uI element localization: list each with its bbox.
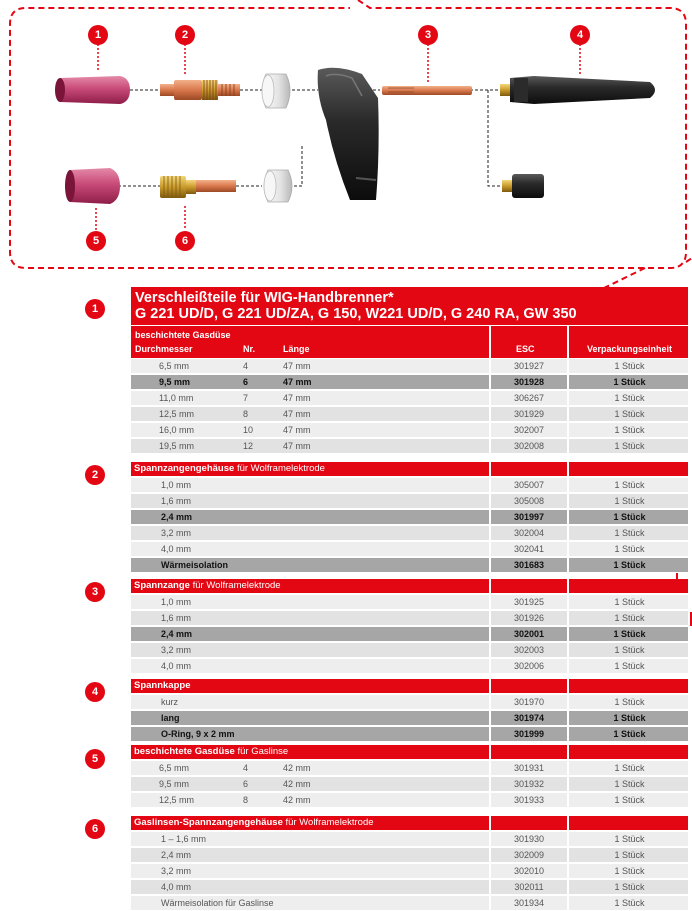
table-row [131, 848, 688, 863]
cell-esc: 302041 [513, 544, 545, 554]
table-row [131, 711, 688, 726]
cell-pack: 1 Stück [613, 629, 646, 639]
cell-esc: 301925 [513, 597, 545, 607]
cell-pack: 1 Stück [613, 713, 646, 723]
collet-part [382, 86, 472, 95]
table-row [131, 558, 688, 573]
gas-nozzle-part [55, 76, 130, 104]
section-badge-2: 2 [85, 465, 105, 485]
callout-badge-4: 4 [570, 25, 590, 45]
cell-esc: 301926 [513, 613, 545, 623]
section-header [131, 745, 688, 759]
cell-nr: 7 [243, 393, 249, 403]
cell-pack: 1 Stück [614, 645, 645, 655]
section-badge-5: 5 [85, 749, 105, 769]
cell-description: 2,4 mm [161, 629, 193, 639]
table-row [131, 659, 688, 674]
cell-pack: 1 Stück [614, 850, 645, 860]
cell-pack: 1 Stück [614, 597, 645, 607]
header-pack: Verpackungseinheit [586, 344, 673, 354]
section-badge-4: 4 [85, 682, 105, 702]
cell-pack: 1 Stück [613, 560, 646, 570]
cell-pack: 1 Stück [614, 544, 645, 554]
table-row [131, 793, 688, 808]
table-row [131, 864, 688, 879]
cell-length: 47 mm [283, 425, 311, 435]
section-header [131, 816, 688, 830]
section-label-rest: für Gaslinse [234, 746, 289, 757]
section-label-bold: Spannzangengehäuse [134, 463, 235, 474]
cell-nr: 8 [243, 409, 249, 419]
cell-diameter: 19,5 mm [159, 441, 195, 451]
cell-pack: 1 Stück [614, 528, 645, 538]
cell-pack: 1 Stück [614, 898, 645, 908]
cell-description: kurz [161, 697, 179, 707]
cell-description: lang [161, 713, 180, 723]
cell-pack: 1 Stück [614, 613, 645, 623]
table-row [131, 423, 688, 438]
cell-esc: 301999 [513, 729, 545, 739]
cell-nr: 6 [243, 779, 249, 789]
table-header [131, 326, 688, 358]
cell-esc: 305008 [513, 496, 545, 506]
callout-badge-1: 1 [88, 25, 108, 45]
cell-esc: 301930 [513, 834, 545, 844]
cell-diameter: 6,5 mm [159, 763, 190, 773]
cell-nr: 4 [243, 361, 249, 371]
cell-esc: 302010 [513, 866, 545, 876]
cell-description: 1,6 mm [161, 496, 192, 506]
cell-esc: 306267 [513, 393, 545, 403]
cell-nr: 4 [243, 763, 249, 773]
table-row [131, 880, 688, 895]
cell-esc: 301934 [513, 898, 545, 908]
cell-esc: 302001 [513, 629, 545, 639]
section-badge-3: 3 [85, 582, 105, 602]
table-row [131, 526, 688, 541]
cell-esc: 301932 [513, 779, 545, 789]
section-label-rest: für Wolframelektrode [189, 580, 281, 591]
section-label-rest: für Wolframelektrode [282, 817, 374, 828]
cell-diameter: 9,5 mm [159, 377, 191, 387]
cell-description: Wärmeisolation [161, 560, 229, 570]
cell-length: 42 mm [283, 763, 311, 773]
cell-diameter: 16,0 mm [159, 425, 195, 435]
table-title [131, 287, 688, 325]
cell-nr: 12 [243, 441, 254, 451]
header-group: beschichtete Gasdüse [135, 330, 231, 340]
cell-esc: 301974 [513, 713, 545, 723]
cell-pack: 1 Stück [614, 882, 645, 892]
cell-esc: 302009 [513, 850, 545, 860]
header-esc: ESC [516, 344, 535, 354]
cell-description: 2,4 mm [161, 512, 193, 522]
cell-pack: 1 Stück [614, 763, 645, 773]
header-nr: Nr. [243, 344, 256, 354]
cell-esc: 302008 [513, 441, 545, 451]
cell-length: 47 mm [283, 361, 311, 371]
gas-lens-nozzle-part [65, 168, 120, 204]
cell-esc: 301970 [513, 697, 545, 707]
table-row [131, 359, 688, 374]
cell-esc: 301997 [513, 512, 545, 522]
table-row [131, 896, 688, 911]
cell-diameter: 6,5 mm [159, 361, 190, 371]
callout-badge-3: 3 [418, 25, 438, 45]
section-label-rest: für Wolframelektrode [234, 463, 325, 474]
cell-esc: 301927 [513, 361, 545, 371]
cell-esc: 301683 [513, 560, 545, 570]
section-badge-6: 6 [85, 819, 105, 839]
cell-length: 47 mm [283, 441, 311, 451]
cell-esc: 301929 [513, 409, 545, 419]
section-header [131, 462, 688, 476]
header-length: Länge [283, 344, 310, 354]
header-diameter: Durchmesser [135, 344, 193, 354]
cell-description: 1,6 mm [161, 613, 192, 623]
table-row [131, 510, 688, 525]
table-row [131, 391, 688, 406]
table-row [131, 478, 688, 493]
cell-length: 47 mm [283, 377, 312, 387]
title-line-2: G 221 UD/D, G 221 UD/ZA, G 150, W221 UD/D, G 240 RA, GW 350 [135, 306, 577, 322]
gas-lens-body-part [160, 176, 236, 198]
cell-description: 1,0 mm [161, 597, 192, 607]
cell-description: 1,0 mm [161, 480, 192, 490]
back-cap-short-part [502, 174, 544, 198]
callout-badge-2: 2 [175, 25, 195, 45]
collet-body-part [160, 80, 240, 100]
table-row [131, 761, 688, 776]
table-row [131, 777, 688, 792]
table-row [131, 695, 688, 710]
cell-length: 42 mm [283, 795, 311, 805]
cell-pack: 1 Stück [614, 834, 645, 844]
cell-pack: 1 Stück [614, 361, 645, 371]
gas-lens-insulator-part [264, 170, 292, 202]
cell-pack: 1 Stück [613, 377, 646, 387]
cell-pack: 1 Stück [614, 866, 645, 876]
table-row [131, 832, 688, 847]
torch-head-part [318, 68, 379, 200]
cell-description: 3,2 mm [161, 866, 192, 876]
cell-esc: 302006 [513, 661, 545, 671]
cell-description: 4,0 mm [161, 661, 192, 671]
callout-badge-6: 6 [175, 231, 195, 251]
cell-description: 1 – 1,6 mm [161, 834, 207, 844]
cell-description: O-Ring, 9 x 2 mm [161, 729, 235, 739]
cell-pack: 1 Stück [614, 409, 645, 419]
cell-length: 47 mm [283, 393, 311, 403]
cell-description: Wärmeisolation für Gaslinse [161, 898, 274, 908]
cell-pack: 1 Stück [614, 480, 645, 490]
cell-pack: 1 Stück [614, 795, 645, 805]
section-header [131, 579, 688, 593]
title-line-1: Verschleißteile für WIG-Handbrenner* [135, 290, 394, 306]
cell-nr: 10 [243, 425, 254, 435]
cell-length: 42 mm [283, 779, 311, 789]
insulator-part [262, 74, 290, 108]
cell-pack: 1 Stück [614, 441, 645, 451]
cell-diameter: 12,5 mm [159, 409, 195, 419]
section-label-bold: Spannzange [134, 580, 190, 591]
section-header [131, 679, 688, 693]
table-row [131, 439, 688, 454]
cell-pack: 1 Stück [613, 729, 646, 739]
cell-pack: 1 Stück [614, 779, 645, 789]
cell-esc: 305007 [513, 480, 545, 490]
section-badge-1: 1 [85, 299, 105, 319]
back-cap-long-part [500, 76, 655, 104]
cell-nr: 8 [243, 795, 249, 805]
cell-pack: 1 Stück [614, 697, 645, 707]
table-row [131, 611, 688, 626]
cell-pack: 1 Stück [614, 496, 645, 506]
cell-diameter: 11,0 mm [159, 393, 194, 403]
cell-esc: 302007 [513, 425, 545, 435]
cell-description: 2,4 mm [161, 850, 192, 860]
cell-esc: 301933 [513, 795, 545, 805]
callout-badge-5: 5 [86, 231, 106, 251]
table-row [131, 494, 688, 509]
cell-esc: 302003 [513, 645, 545, 655]
table-row [131, 727, 688, 742]
table-row [131, 595, 688, 610]
cell-length: 47 mm [283, 409, 311, 419]
cell-pack: 1 Stück [613, 512, 646, 522]
cell-diameter: 12,5 mm [159, 795, 195, 805]
table-row [131, 643, 688, 658]
section-label-bold: Gaslinsen-Spannzangengehäuse [134, 817, 283, 828]
cell-description: 3,2 mm [161, 528, 192, 538]
cell-description: 4,0 mm [161, 882, 192, 892]
cell-esc: 301931 [513, 763, 545, 773]
cell-esc: 301928 [513, 377, 545, 387]
cell-nr: 6 [243, 377, 249, 387]
section-label-bold: Spannkappe [134, 680, 191, 691]
cell-description: 3,2 mm [161, 645, 192, 655]
cell-pack: 1 Stück [614, 393, 645, 403]
table-row [131, 542, 688, 557]
cell-diameter: 9,5 mm [159, 779, 190, 789]
table-row [131, 407, 688, 422]
table-row [131, 375, 688, 390]
cell-pack: 1 Stück [614, 425, 645, 435]
cell-esc: 302004 [513, 528, 545, 538]
cell-pack: 1 Stück [614, 661, 645, 671]
section-label-bold: beschichtete Gasdüse [134, 746, 235, 757]
cell-description: 4,0 mm [161, 544, 192, 554]
cell-esc: 302011 [514, 882, 544, 892]
table-row [131, 627, 688, 642]
